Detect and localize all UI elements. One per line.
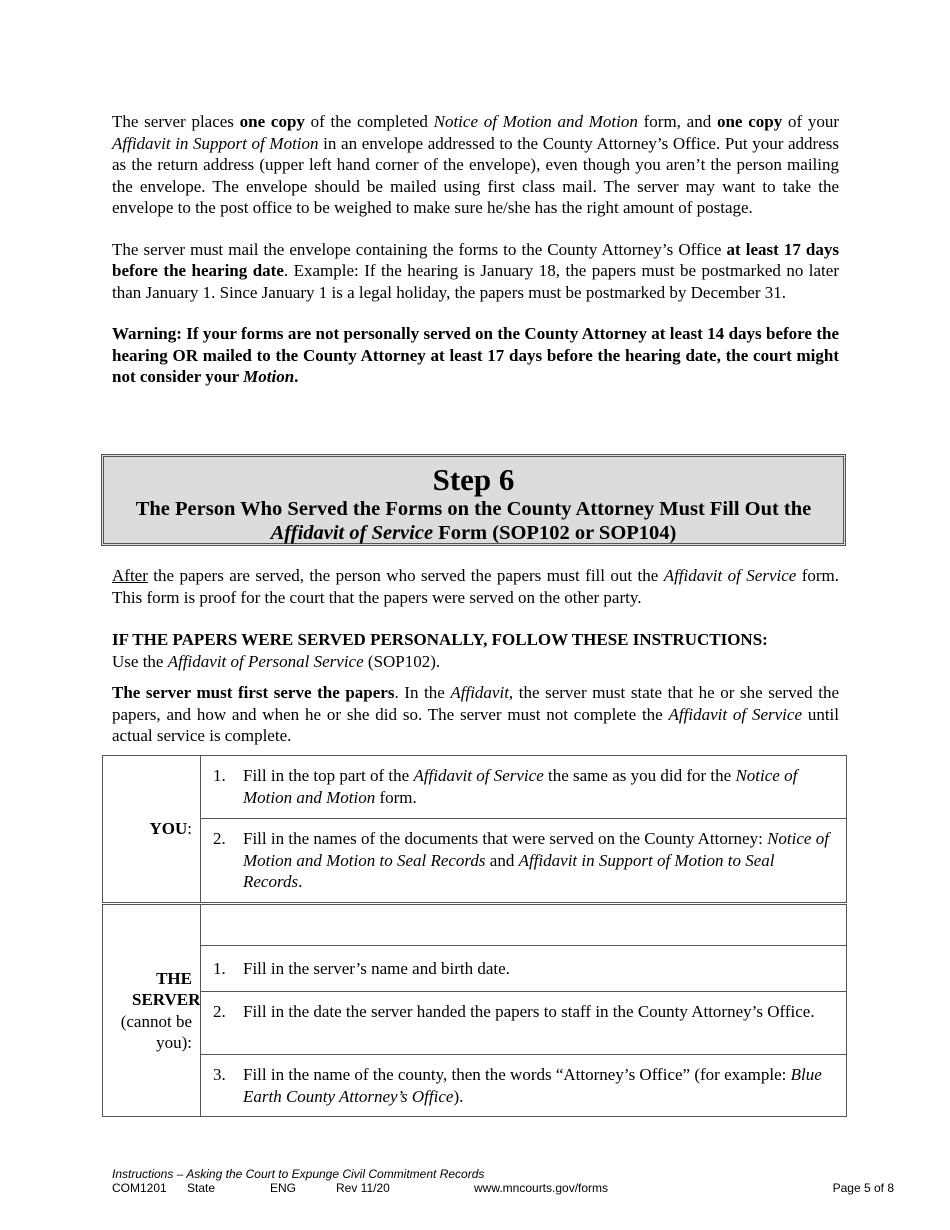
server-label-cell: THE SERVER (cannot be you):: [103, 904, 201, 1117]
personal-service-section: [112, 629, 839, 672]
footer-page-number: Page 5 of 8: [832, 1181, 894, 1195]
server-item-3: 3. Fill in the name of the county, then the words “Attorney’s Office” (for example: Blue Earth County Attorney’s Office).: [201, 1055, 847, 1117]
footer-language: ENG: [270, 1181, 297, 1195]
warning-paragraph: Warning: If your forms are not personally served on the County Attorney at least 14 days before the hearing OR mailed to the County Attorney at least 17 days before the hearing date, the court might not consider your Motion.: [112, 324, 839, 386]
server-item-1: 1. Fill in the server’s name and birth date.: [201, 946, 847, 992]
server-item-2: 2. Fill in the date the server handed the papers to staff in the County Attorney’s Office.: [201, 992, 847, 1055]
document-body: [112, 111, 839, 388]
step-6-header: [101, 454, 846, 546]
serve-first-section: [112, 682, 839, 747]
table-row: [103, 1055, 847, 1117]
instructions-table: [102, 755, 847, 1117]
footer-url: www.mncourts.gov/forms: [474, 1181, 609, 1195]
serve-first-paragraph: The server must first serve the papers. In the Affidavit, the server must state that he or she served the papers, and how and when he or she did so. The server must not complete the Affidavit of Service until actual service is complete.: [112, 683, 839, 745]
personal-service-heading: IF THE PAPERS WERE SERVED PERSONALLY, FOLLOW THESE INSTRUCTIONS:: [112, 630, 768, 649]
mailing-instructions-paragraph: The server places one copy of the completed Notice of Motion and Motion form, and one copy of your Affidavit in Support of Motion in an envelope addressed to the County Attorney’s Office. Put your address as the return address (upper left hand corner of the envelope), even though you aren’t the person mailing the envelope. The envelope should be mailed using first class mail. The server may want to take the envelope to the post office to be weighed to make sure he/she has the right amount of postage.: [112, 112, 840, 217]
footer-state: State: [187, 1181, 216, 1195]
after-served-section: [112, 565, 839, 608]
server-empty-row: [201, 904, 847, 946]
table-row: [103, 992, 847, 1055]
table-row: [103, 904, 847, 946]
table-row: [103, 756, 847, 819]
personal-service-form-line: Use the Affidavit of Personal Service (SOP102).: [112, 651, 441, 671]
you-item-2: 2. Fill in the names of the documents that were served on the County Attorney: Notice of Motion and Motion to Seal Records and Affidavit in Support of Motion to Seal Records.: [201, 819, 847, 904]
step-subtitle-line1: The Person Who Served the Forms on the County Attorney Must Fill Out the: [135, 498, 812, 520]
table-row: [103, 946, 847, 992]
footer-title: Instructions – Asking the Court to Expunge Civil Commitment Records: [112, 1167, 485, 1181]
table-row: [103, 819, 847, 904]
step-title: Step 6: [432, 462, 515, 497]
you-item-1: 1. Fill in the top part of the Affidavit of Service the same as you did for the Notice of Motion and Motion form.: [201, 756, 847, 819]
after-served-paragraph: After the papers are served, the person who served the papers must fill out the Affidavit of Service form. This form is proof for the court that the papers were served on the other party.: [112, 566, 840, 607]
page-footer: [112, 1167, 894, 1195]
footer-form-code: COM1201: [112, 1181, 167, 1195]
deadline-paragraph: The server must mail the envelope containing the forms to the County Attorney’s Office at least 17 days before the hearing date. Example: If the hearing is January 18, the papers must be postmarked no later than January 1. Since January 1 is a legal holiday, the papers must be postmarked by December 31.: [112, 239, 839, 302]
step-subtitle-line2: Affidavit of Service Form (SOP102 or SOP104): [270, 522, 677, 544]
you-label-cell: YOU:: [103, 756, 201, 904]
footer-revision: Rev 11/20: [336, 1181, 390, 1195]
